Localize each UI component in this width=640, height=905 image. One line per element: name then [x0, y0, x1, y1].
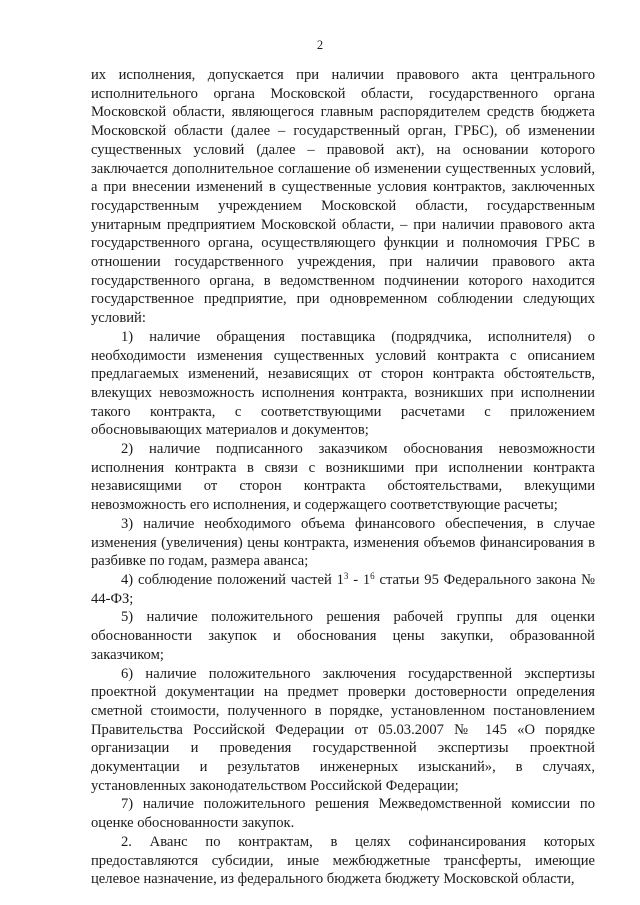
condition-4-text-mid: - 1 — [348, 571, 371, 588]
paragraph-condition-2: 2) наличие подписанного заказчиком обоснования невозможности исполнения контракта в связи с возникшими при исполнении контракта независящими от сторон контракта обстоятельствами, влекущими невозможность его исполнения, и содержащего соответствующие расчеты; — [91, 441, 595, 514]
superscript-part-start: 3 — [343, 570, 349, 581]
paragraph-condition-3: 3) наличие необходимого объема финансового обеспечения, в случае изменения (увеличения) цены контракта, изменения объемов финансирования в разбивке по годам, размера аванса; — [91, 515, 595, 570]
document-body — [91, 66, 595, 889]
superscript-part-end: 6 — [370, 570, 375, 581]
paragraph-condition-6: 6) наличие положительного заключения государственной экспертизы проектной документации на предмет проверки достоверности определения сметной стоимости, полученного в порядке, установленном постановлением Правительства Российской Федерации от 05.03.2007 № 145 «О порядке организации и проведения государственной экспертизы проектной документации и результатов инженерных изысканий», в случаях, установленных законодательством Российской Федерации; — [91, 665, 595, 794]
page-number: 2 — [316, 38, 324, 52]
paragraph-condition-4 — [91, 571, 595, 608]
condition-4-text-start: 4) соблюдение положений частей 1 — [121, 571, 344, 588]
paragraph-intro-continuation: их исполнения, допускается при наличии правового акта центрального исполнительного органа Московской области, государственного органа Московской области, являющегося главным распорядителем средств бюджета Московской области (далее – государственный орган, ГРБС), об изменении существенных условий (далее – правовой акт), на основании которого заключается дополнительное соглашение об изменении существенных условий, а при внесении изменений в существенные условия контрактов, заключенных государственным учреждением Московской области, государственным унитарным предприятием Московской области, – при наличии правового акта государственного органа, осуществляющего функции и полномочия ГРБС в отношении государственного учреждения, при наличии правового акта государственного органа, в ведомственном подчинении которого находится государственное предприятие, при одновременном соблюдении следующих условий: — [91, 67, 595, 327]
paragraph-clause-2: 2. Аванс по контрактам, в целях софинансирования которых предоставляются субсидии, иные межбюджетные трансферты, имеющие целевое назначение, из федерального бюджета бюджету Московской области, — [91, 833, 595, 888]
paragraph-condition-5: 5) наличие положительного решения рабочей группы для оценки обоснованности закупок и обоснования цены закупки, образованной заказчиком; — [91, 609, 595, 663]
condition-4-text-end: статьи 95 Федерального закона № 44-ФЗ; — [91, 571, 595, 607]
paragraph-condition-7: 7) наличие положительного решения Межведомственной комиссии по оценке обоснованности закупок. — [91, 796, 595, 832]
paragraph-condition-1: 1) наличие обращения поставщика (подрядчика, исполнителя) о необходимости изменения существенных условий контракта с описанием предлагаемых изменений, независящих от сторон контракта обстоятельств, влекущих невозможность исполнения контракта, возникших при исполнении такого контракта, с соответствующими расчетами с приложением обосновывающих материалов и документов; — [91, 328, 595, 439]
